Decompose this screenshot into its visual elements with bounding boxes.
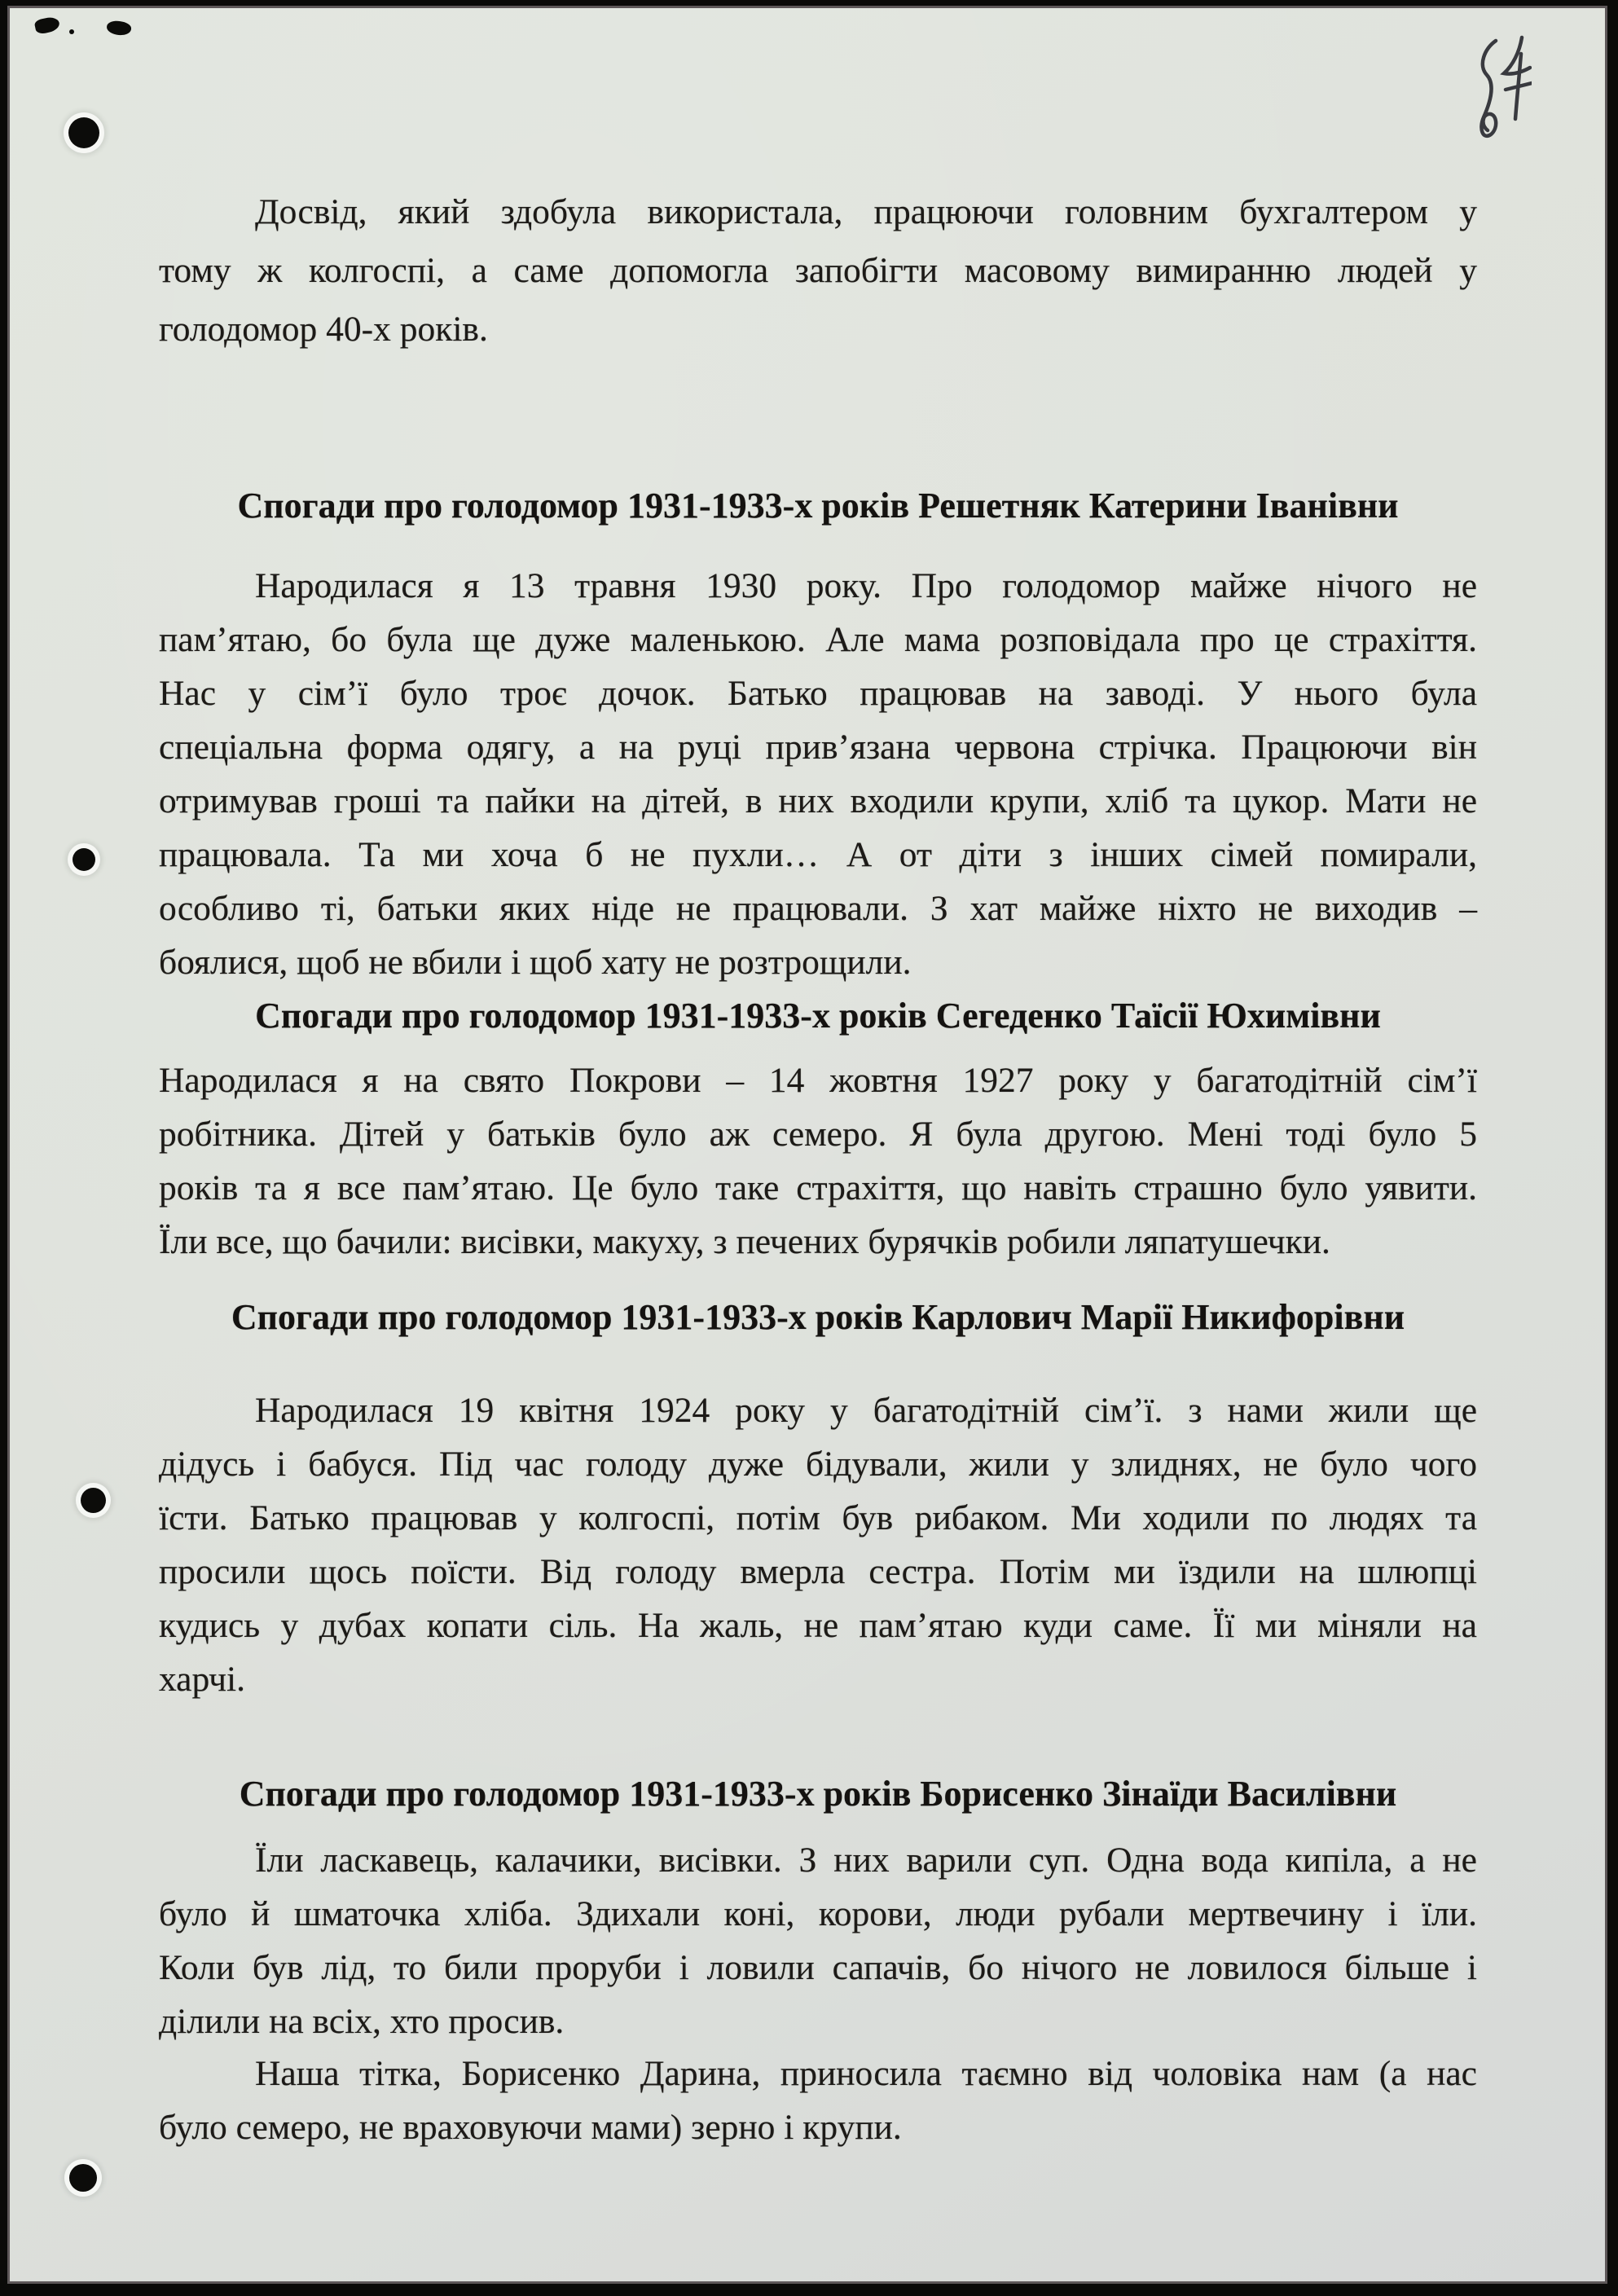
text-line: Їли все, що бачили: висівки, макуху, з печених бурячків робили ляпатушечки. [159, 1222, 1330, 1261]
memoir-paragraph [159, 2047, 1477, 2154]
section-heading: Спогади про голодомор 1931-1933-х років Карлович Марії Никифорівни [231, 1297, 1405, 1337]
punch-hole [69, 2164, 97, 2192]
text-line: робітника. Дітей у батьків було аж семеро. Я була другою. Мені тоді було 5 [159, 1115, 1477, 1154]
text-line: Коли був лід, то били проруби і ловили сапачів, бо нічого не ловилося більше і [159, 1948, 1477, 1987]
page-number-handwritten [1450, 23, 1532, 153]
text-line: спеціальна форма одягу, а на руці прив’язана червона стрічка. Працюючи він [159, 728, 1477, 767]
punch-hole [73, 848, 95, 871]
text-line: Досвід, який здобула використала, працюючи головним бухгалтером у [255, 192, 1477, 231]
punch-hole [81, 1488, 106, 1513]
section-heading: Спогади про голодомор 1931-1933-х років Сегеденко Таїсії Юхимівни [255, 996, 1381, 1036]
torn-edge-mark [33, 15, 60, 35]
text-line: їсти. Батько працював у колгоспі, потім був рибаком. Ми ходили по людях та [159, 1498, 1477, 1537]
text-line: було семеро, не враховуючи мами) зерно і крупи. [159, 2108, 902, 2147]
text-line: ділили на всіх, хто просив. [159, 2002, 565, 2041]
memoir-paragraph [159, 1053, 1477, 1269]
text-line: просили щось поїсти. Від голоду вмерла сестра. Потім ми їздили на шлюпці [159, 1552, 1477, 1591]
text-line: Наша тітка, Борисенко Дарина, приносила таємно від чоловіка нам (а нас [255, 2054, 1477, 2093]
memoir-paragraph [159, 559, 1477, 989]
punch-hole [68, 117, 99, 148]
text-line: Народилася я на свято Покрови – 14 жовтня 1927 року у багатодітній сім’ї [159, 1061, 1477, 1100]
text-line: Нас у сім’ї було троє дочок. Батько працював на заводі. У нього була [159, 674, 1477, 713]
section-heading: Спогади про голодомор 1931-1933-х років Борисенко Зінаїди Василівни [239, 1774, 1397, 1814]
torn-edge-mark [106, 20, 132, 37]
intro-paragraph [159, 183, 1477, 358]
text-line: особливо ті, батьки яких ніде не працювали. З хат майже ніхто не виходив – [159, 889, 1477, 928]
text-line: голодомор 40-х років. [159, 310, 488, 349]
text-line: Народилася я 13 травня 1930 року. Про голодомор майже нічого не [255, 566, 1477, 605]
text-line: років та я все пам’ятаю. Це було таке страхіття, що навіть страшно було уявити. [159, 1168, 1477, 1207]
text-line: тому ж колгоспі, а саме допомогла запобігти масовому вимиранню людей у [159, 251, 1477, 290]
paper-sheet [10, 8, 1605, 2281]
text-line: отримував гроші та пайки на дітей, в них входили крупи, хліб та цукор. Мати не [159, 781, 1477, 820]
text-line: Народилася 19 квітня 1924 року у багатодітній сім’ї. з нами жили ще [255, 1391, 1477, 1430]
text-line: було й шматочка хліба. Здихали коні, корови, люди рубали мертвечину і їли. [159, 1894, 1477, 1933]
text-line: працювала. Та ми хоча б не пухли… А от діти з інших сімей помирали, [159, 835, 1477, 874]
text-line: боялися, щоб не вбили і щоб хату не розтрощили. [159, 943, 912, 982]
text-line: пам’ятаю, бо була ще дуже маленькою. Але мама розповідала про це страхіття. [159, 620, 1477, 659]
text-line: харчі. [159, 1660, 245, 1699]
text-line: дідусь і бабуся. Під час голоду дуже бідували, жили у злиднях, не було чого [159, 1445, 1477, 1484]
text-line: кудись у дубах копати сіль. На жаль, не пам’ятаю куди саме. Її ми міняли на [159, 1606, 1477, 1645]
section-heading: Спогади про голодомор 1931-1933-х років Решетняк Катерини Іванівни [237, 486, 1399, 526]
memoir-paragraph [159, 1383, 1477, 1706]
memoir-paragraph [159, 1833, 1477, 2048]
torn-edge-mark [69, 29, 74, 34]
text-line: Їли ласкавець, калачики, висівки. З них варили суп. Одна вода кипіла, а не [255, 1841, 1477, 1880]
